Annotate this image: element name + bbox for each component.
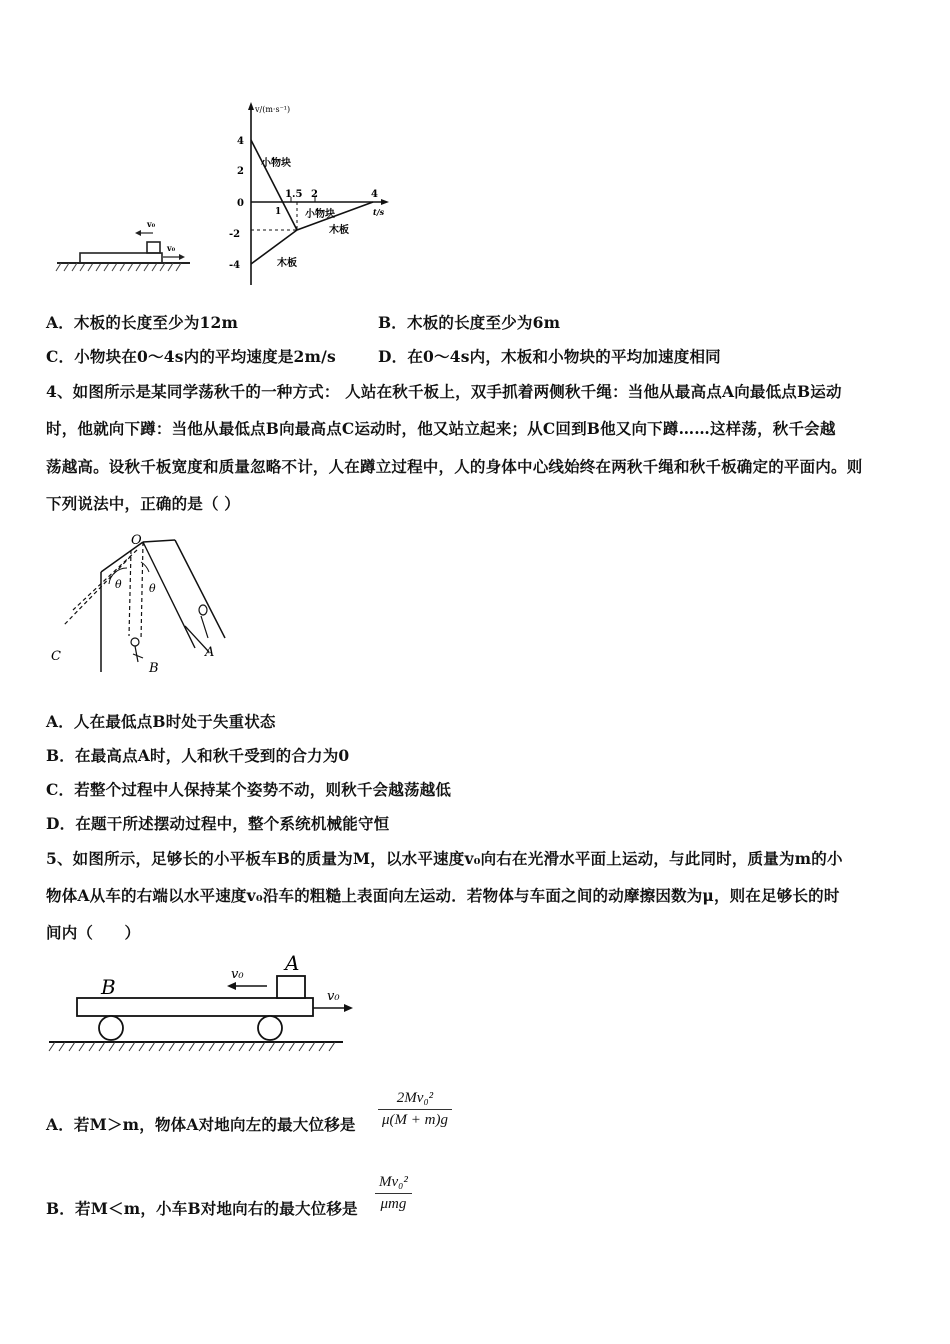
x-tick-1-5: 1.5 — [285, 189, 303, 200]
v0-label-top: v₀ — [147, 219, 156, 229]
q5-stem-line-2: 物体A从车的右端以水平速度v₀沿车的粗糙上表面向左运动．若物体与车面之间的动摩擦因数为μ，则在足够长的时 — [46, 886, 840, 905]
q5-stem-line-1: 5、如图所示，足够长的小平板车B的质量为M，以水平速度v₀向右在光滑水平面上运动，与此同时，质量为m的小 — [46, 849, 843, 868]
q4-option-d: D．在题干所述摆动过程中，整个系统机械能守恒 — [46, 814, 390, 833]
label-v0-left: v₀ — [231, 967, 244, 982]
v-axis-label: v/(m·s⁻¹) — [255, 105, 291, 114]
q5-option-a: A．若M＞m，物体A对地向左的最大位移是 — [46, 1115, 356, 1134]
x-tick-1: 1 — [275, 207, 282, 217]
formula-b-denominator: μmg — [380, 1196, 407, 1212]
q4-option-a: A．人在最低点B时处于失重状态 — [46, 712, 276, 731]
formula-a-denominator: μ(M + m)g — [382, 1112, 448, 1128]
cart-board — [77, 998, 313, 1016]
q3-option-d: D．在0～4s内，木板和小物块的平均加速度相同 — [378, 347, 721, 366]
label-block-lower: 小物块 — [305, 209, 335, 220]
y-tick-neg2: -2 — [229, 229, 241, 240]
t-axis-label: t/s — [373, 207, 385, 217]
q3-option-a: A．木板的长度至少为12m — [46, 313, 239, 332]
label-c: C — [51, 649, 61, 664]
q5-option-b: B．若M＜m，小车B对地向右的最大位移是 — [46, 1199, 358, 1218]
q5-stem-line-3: 间内（ ） — [46, 923, 141, 942]
block-line — [251, 140, 297, 230]
x-tick-4: 4 — [371, 189, 378, 200]
label-a: A — [205, 645, 215, 660]
label-v0-right: v₀ — [327, 989, 340, 1004]
x-tick-2: 2 — [311, 189, 318, 200]
velocity-time-graph — [225, 100, 395, 290]
y-tick-2: 2 — [237, 166, 244, 177]
y-tick-4: 4 — [237, 136, 244, 147]
label-board-upper: 木板 — [329, 225, 349, 236]
v0-label-right: v₀ — [167, 243, 176, 253]
label-cart-b: B — [101, 975, 116, 999]
label-block-a: A — [285, 951, 300, 975]
q3-option-c: C．小物块在0～4s内的平均速度是2m/s — [46, 347, 336, 366]
formula-a — [378, 1090, 452, 1129]
q4-stem-line-2: 时，他就向下蹲：当他从最低点B向最高点C运动时，他又站立起来；从C回到B他又向下蹲……这样荡，秋千会越 — [46, 419, 836, 438]
y-tick-0: 0 — [237, 198, 244, 209]
label-block-upper: 小物块 — [261, 158, 291, 169]
label-theta-right: θ — [149, 582, 156, 595]
label-theta-left: θ — [115, 578, 122, 591]
formula-b-numerator: Mv₀² — [379, 1174, 408, 1190]
board-block-figure — [55, 205, 195, 275]
q4-stem-line-4: 下列说法中，正确的是（ ） — [46, 494, 240, 513]
q4-option-b: B．在最高点A时，人和秋千受到的合力为0 — [46, 746, 350, 765]
formula-b — [375, 1174, 412, 1213]
y-tick-neg4: -4 — [229, 260, 241, 271]
formula-a-numerator: 2Mv₀² — [396, 1090, 434, 1106]
block-a — [277, 976, 305, 998]
cart-figure — [45, 950, 365, 1060]
q4-stem-line-3: 荡越高。设秋千板宽度和质量忽略不计，人在蹲立过程中，人的身体中心线始终在两秋千绳和秋千板确定的平面内。则 — [46, 457, 863, 476]
label-o: O — [131, 533, 142, 548]
label-board-lower: 木板 — [277, 258, 297, 269]
swing-figure — [45, 530, 245, 680]
q4-stem-line-1: 4、如图所示是某同学荡秋千的一种方式： 人站在秋千板上，双手抓着两侧秋千绳：当他从最高点A向最低点B运动 — [46, 382, 842, 401]
q3-option-b: B．木板的长度至少为6m — [378, 313, 561, 332]
q4-option-c: C．若整个过程中人保持某个姿势不动，则秋千会越荡越低 — [46, 780, 452, 799]
label-b: B — [149, 661, 159, 676]
